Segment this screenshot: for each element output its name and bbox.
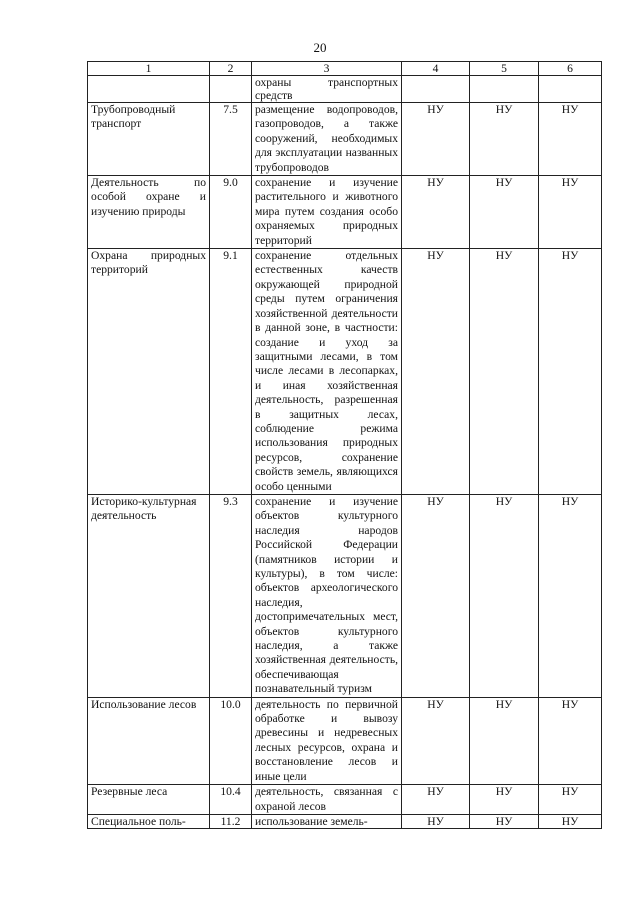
use-description-cell: деятельность по первичной обработке и вывозу древесины и недревесных лесных ресурсов, охрана и восстановление лесов и иные цели — [252, 697, 402, 784]
page-number: 20 — [313, 40, 327, 55]
use-code-cell: 10.0 — [210, 697, 252, 784]
use-code-cell: 9.3 — [210, 494, 252, 697]
column-6-cell: НУ — [539, 494, 602, 697]
column-5-cell: НУ — [470, 697, 539, 784]
use-name-cell: Трубопроводный транспорт — [88, 103, 210, 176]
column-6-cell: НУ — [539, 697, 602, 784]
use-code-cell: 11.2 — [210, 814, 252, 828]
column-4-cell: НУ — [402, 814, 470, 828]
column-4-cell: НУ — [402, 785, 470, 815]
table-row — [88, 76, 602, 103]
use-name-cell: Охрана природных территорий — [88, 249, 210, 495]
column-6-cell — [539, 76, 602, 103]
column-5-cell: НУ — [470, 103, 539, 176]
land-use-table — [87, 61, 602, 829]
column-4-cell: НУ — [402, 103, 470, 176]
column-4-cell: НУ — [402, 697, 470, 784]
column-4-cell: НУ — [402, 249, 470, 495]
use-description-cell: деятельность, связанная с охраной лесов — [252, 785, 402, 815]
column-4-cell: НУ — [402, 176, 470, 249]
use-description-cell: сохранение и изучение объектов культурного наследия народов Российской Федерации (памятников истории и культуры), в том числе: объектов археологического наследия, достопримечательных мест, объектов культурного наследия, а также хозяйственная деятельность, обеспечивающая познавательный туризм — [252, 494, 402, 697]
column-header: 1 — [88, 62, 210, 76]
table-header-row — [88, 62, 602, 76]
column-6-cell: НУ — [539, 176, 602, 249]
column-5-cell: НУ — [470, 814, 539, 828]
table-row — [88, 249, 602, 495]
column-6-cell: НУ — [539, 814, 602, 828]
column-5-cell — [470, 76, 539, 103]
table-row — [88, 176, 602, 249]
use-code-cell: 10.4 — [210, 785, 252, 815]
column-5-cell: НУ — [470, 176, 539, 249]
column-5-cell: НУ — [470, 785, 539, 815]
use-code-cell — [210, 76, 252, 103]
column-6-cell: НУ — [539, 103, 602, 176]
use-description-cell: охраны транспортных средств — [252, 76, 402, 103]
use-description-cell: сохранение и изучение растительного и животного мира путем создания особо охраняемых природных территорий — [252, 176, 402, 249]
column-6-cell: НУ — [539, 785, 602, 815]
use-code-cell: 9.1 — [210, 249, 252, 495]
use-name-cell: Деятельность по особой охране и изучению природы — [88, 176, 210, 249]
column-5-cell: НУ — [470, 494, 539, 697]
use-code-cell: 9.0 — [210, 176, 252, 249]
table-row — [88, 785, 602, 815]
use-description-cell: использование земель- — [252, 814, 402, 828]
column-header: 4 — [402, 62, 470, 76]
table-row — [88, 103, 602, 176]
use-name-cell: Резервные леса — [88, 785, 210, 815]
column-4-cell — [402, 76, 470, 103]
use-name-cell: Использование лесов — [88, 697, 210, 784]
use-name-cell: Историко-культурная деятельность — [88, 494, 210, 697]
column-header: 5 — [470, 62, 539, 76]
table-row — [88, 814, 602, 828]
use-name-cell: Специальное поль- — [88, 814, 210, 828]
use-code-cell: 7.5 — [210, 103, 252, 176]
column-header: 3 — [252, 62, 402, 76]
table-row — [88, 494, 602, 697]
column-header: 2 — [210, 62, 252, 76]
use-name-cell — [88, 76, 210, 103]
column-4-cell: НУ — [402, 494, 470, 697]
column-5-cell: НУ — [470, 249, 539, 495]
use-description-cell: размещение водопроводов, газопроводов, а также сооружений, необходимых для эксплуатации названных трубопроводов — [252, 103, 402, 176]
use-description-cell: сохранение отдельных естественных качеств окружающей природной среды путем ограничения хозяйственной деятельности в данной зоне, в частности: создание и уход за защитными лесами, в том числе лесами в лесопарках, и иная хозяйственная деятельность, разрешенная в защитных лесах, соблюдение режима использования природных ресурсов, сохранение свойств земель, являющихся особо ценными — [252, 249, 402, 495]
column-header: 6 — [539, 62, 602, 76]
column-6-cell: НУ — [539, 249, 602, 495]
table-row — [88, 697, 602, 784]
